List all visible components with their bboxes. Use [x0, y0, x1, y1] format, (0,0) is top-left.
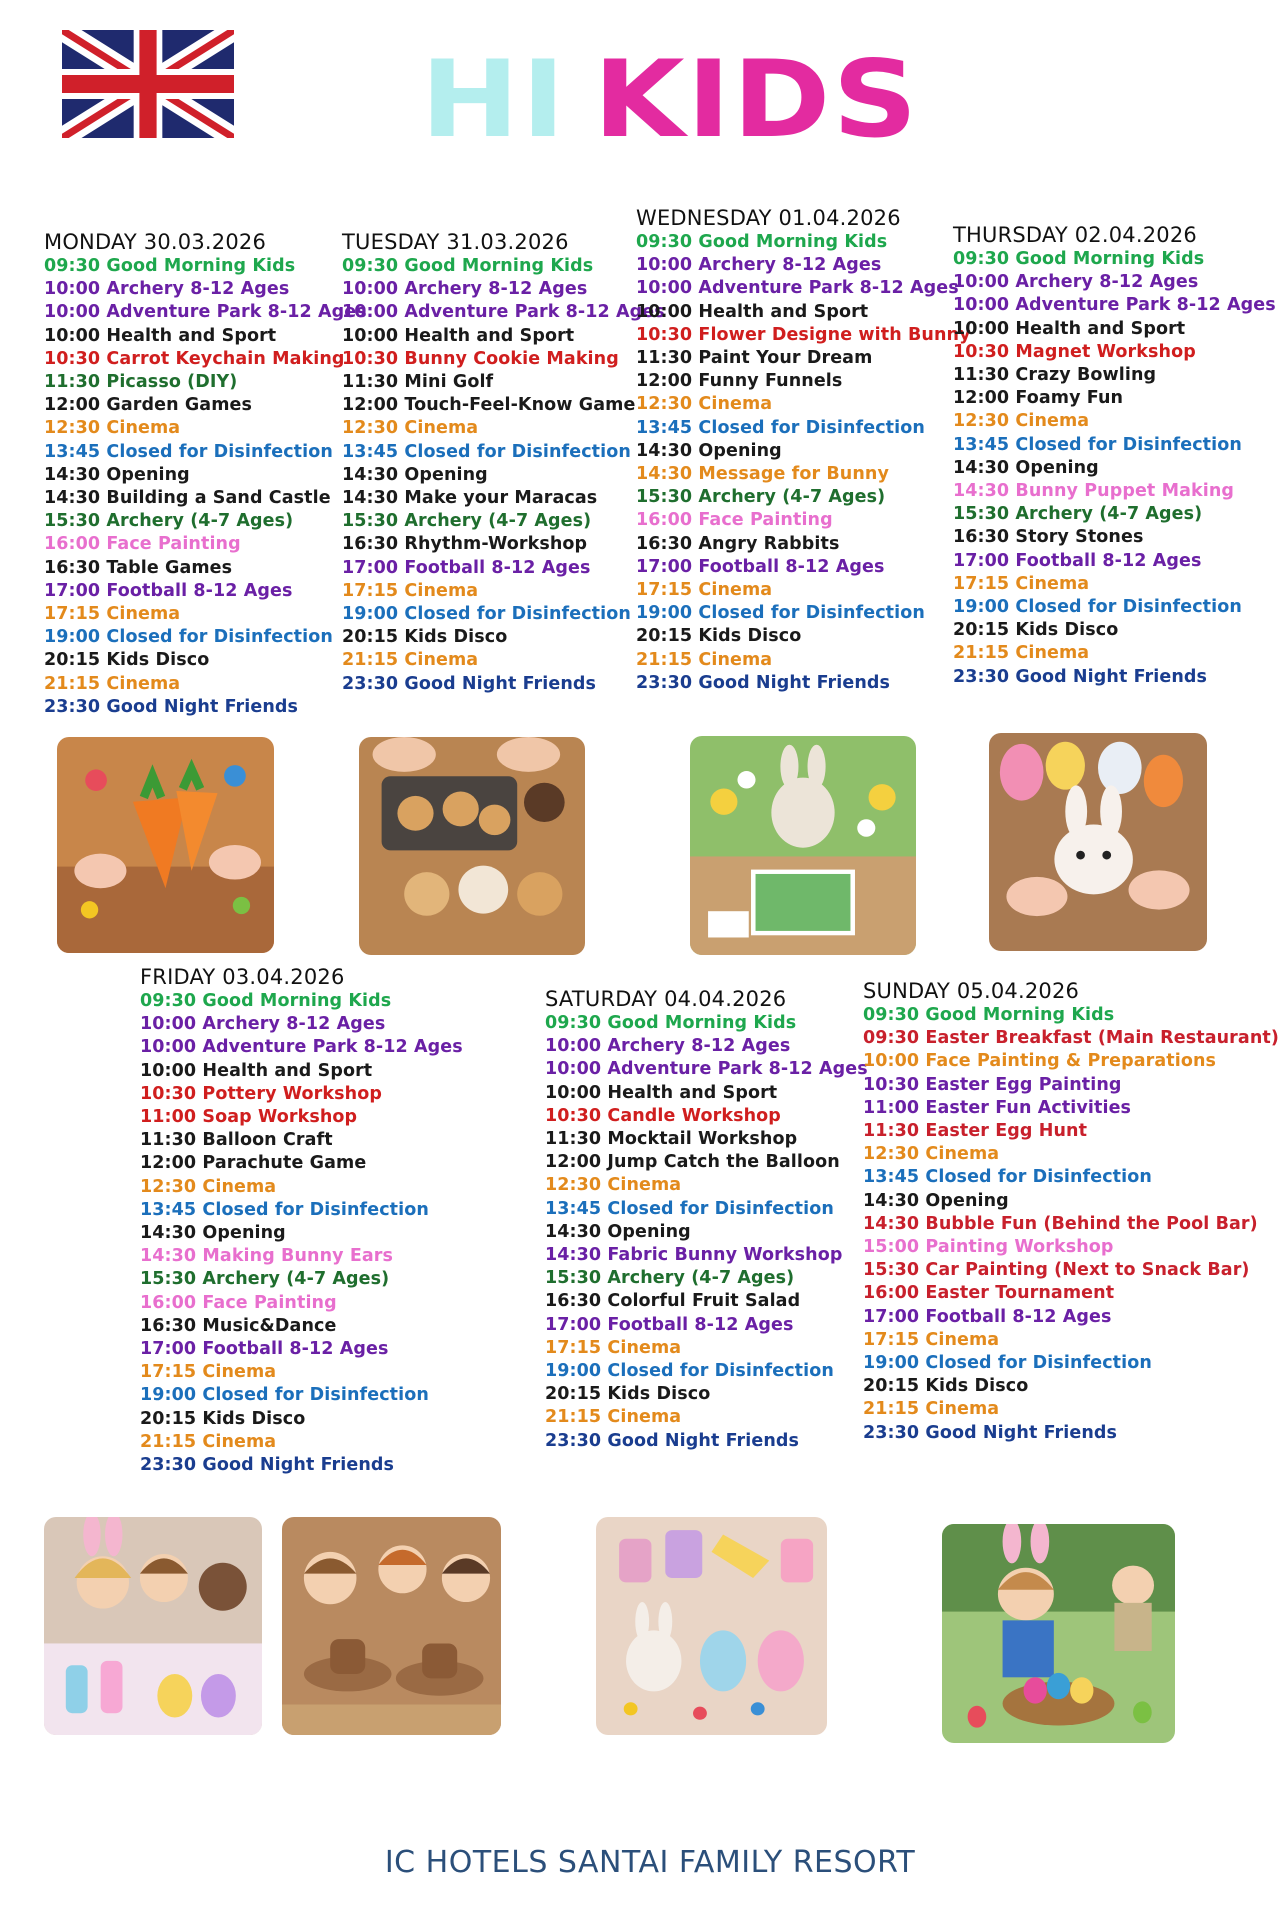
- schedule-event: 19:00 Closed for Disinfection: [636, 603, 925, 624]
- schedule-event: 21:15 Cinema: [863, 1399, 1000, 1420]
- schedule-event: 17:15 Cinema: [342, 580, 479, 601]
- schedule-event: 13:45 Closed for Disinfection: [953, 434, 1242, 455]
- schedule-event: 11:30 Mocktail Workshop: [545, 1129, 798, 1150]
- schedule-event: 14:30 Message for Bunny: [636, 464, 889, 485]
- schedule-event: 23:30 Good Night Friends: [140, 1455, 395, 1476]
- schedule-event: 16:30 Rhythm-Workshop: [342, 534, 588, 555]
- schedule-event: 14:30 Opening: [636, 440, 782, 461]
- schedule-event: 12:00 Foamy Fun: [953, 388, 1124, 409]
- schedule-event: 10:00 Adventure Park 8-12 Ages: [44, 302, 367, 323]
- schedule-event: 10:00 Health and Sport: [342, 325, 575, 346]
- schedule-event: 15:30 Car Painting (Next to Snack Bar): [863, 1260, 1250, 1281]
- schedule-event: 12:00 Funny Funnels: [636, 371, 843, 392]
- schedule-event: 12:00 Jump Catch the Balloon: [545, 1152, 840, 1173]
- schedule-event: 10:00 Health and Sport: [636, 301, 869, 322]
- event-list: [953, 248, 1276, 689]
- candle-workshop-photo: [596, 1517, 827, 1735]
- schedule-event: 17:15 Cinema: [545, 1337, 682, 1358]
- schedule-event: 12:30 Cinema: [44, 418, 181, 439]
- schedule-event: 23:30 Good Night Friends: [953, 666, 1208, 687]
- day-title: SATURDAY 04.04.2026: [545, 987, 787, 1011]
- schedule-event: 16:00 Easter Tournament: [863, 1283, 1115, 1304]
- schedule-event: 09:30 Good Morning Kids: [953, 249, 1205, 269]
- schedule-event: 15:30 Archery (4-7 Ages): [953, 504, 1203, 525]
- schedule-event: 09:30 Good Morning Kids: [44, 256, 296, 276]
- schedule-event: 10:30 Flower Designe with Bunny: [636, 324, 971, 345]
- schedule-event: 11:00 Easter Fun Activities: [863, 1097, 1132, 1118]
- event-list: [140, 990, 463, 1477]
- schedule-event: 11:30 Easter Egg Hunt: [863, 1121, 1088, 1142]
- schedule-event: 14:30 Opening: [953, 457, 1099, 478]
- schedule-event: 12:30 Cinema: [342, 418, 479, 439]
- schedule-event: 10:00 Face Painting & Preparations: [863, 1051, 1217, 1072]
- schedule-event: 10:00 Archery 8-12 Ages: [953, 272, 1199, 293]
- schedule-event: 10:30 Carrot Keychain Making: [44, 348, 345, 369]
- schedule-event: 23:30 Good Night Friends: [863, 1422, 1118, 1443]
- schedule-event: 11:00 Soap Workshop: [140, 1107, 358, 1128]
- schedule-event: 20:15 Kids Disco: [44, 650, 210, 671]
- page-title: [0, 36, 1280, 162]
- schedule-event: 10:30 Magnet Workshop: [953, 341, 1196, 362]
- schedule-event: 20:15 Kids Disco: [545, 1384, 711, 1405]
- schedule-event: 10:00 Adventure Park 8-12 Ages: [545, 1059, 868, 1080]
- schedule-event: 16:30 Story Stones: [953, 527, 1144, 548]
- schedule-event: 09:30 Good Morning Kids: [140, 991, 392, 1011]
- schedule-event: 09:30 Good Morning Kids: [863, 1005, 1115, 1025]
- schedule-event: 21:15 Cinema: [545, 1407, 682, 1428]
- schedule-event: 14:30 Opening: [44, 464, 190, 485]
- schedule-event: 10:00 Archery 8-12 Ages: [636, 255, 882, 276]
- schedule-event: 10:00 Archery 8-12 Ages: [140, 1014, 386, 1035]
- schedule-event: 20:15 Kids Disco: [636, 626, 802, 647]
- schedule-event: 14:30 Opening: [863, 1190, 1009, 1211]
- schedule-event: 14:30 Bunny Puppet Making: [953, 481, 1235, 502]
- schedule-event: 23:30 Good Night Friends: [342, 673, 597, 694]
- bunny-flower-painting-photo: [690, 736, 916, 955]
- schedule-event: 14:30 Fabric Bunny Workshop: [545, 1245, 843, 1266]
- schedule-event: 10:30 Candle Workshop: [545, 1105, 781, 1126]
- schedule-event: 17:00 Football 8-12 Ages: [44, 580, 293, 601]
- schedule-event: 14:30 Bubble Fun (Behind the Pool Bar): [863, 1213, 1258, 1234]
- schedule-event: 16:30 Angry Rabbits: [636, 533, 840, 554]
- schedule-event: 14:30 Make your Maracas: [342, 488, 598, 509]
- schedule-event: 23:30 Good Night Friends: [545, 1430, 800, 1451]
- schedule-event: 11:30 Crazy Bowling: [953, 365, 1157, 386]
- schedule-event: 13:45 Closed for Disinfection: [140, 1199, 429, 1220]
- event-list: [44, 255, 367, 719]
- schedule-event: 20:15 Kids Disco: [863, 1376, 1029, 1397]
- schedule-event: 10:00 Health and Sport: [140, 1060, 373, 1081]
- day-schedule-tuesday: [342, 230, 665, 696]
- schedule-event: 12:00 Parachute Game: [140, 1153, 367, 1174]
- schedule-event: 10:30 Pottery Workshop: [140, 1083, 382, 1104]
- schedule-event: 17:00 Football 8-12 Ages: [140, 1339, 389, 1360]
- schedule-event: 09:30 Good Morning Kids: [342, 256, 594, 276]
- schedule-event: 15:30 Archery (4-7 Ages): [545, 1268, 795, 1289]
- schedule-event: 12:30 Cinema: [953, 411, 1090, 432]
- schedule-event: 23:30 Good Night Friends: [44, 696, 299, 717]
- schedule-event: 20:15 Kids Disco: [342, 627, 508, 648]
- schedule-event: 14:30 Making Bunny Ears: [140, 1246, 394, 1267]
- schedule-event: 11:30 Mini Golf: [342, 372, 494, 393]
- schedule-event: 10:00 Adventure Park 8-12 Ages: [140, 1037, 463, 1058]
- schedule-event: 21:15 Cinema: [636, 649, 773, 670]
- schedule-event: 17:15 Cinema: [863, 1329, 1000, 1350]
- schedule-event: 14:30 Building a Sand Castle: [44, 488, 331, 509]
- schedule-event: 19:00 Closed for Disinfection: [545, 1361, 834, 1382]
- schedule-event: 10:00 Health and Sport: [545, 1082, 778, 1103]
- schedule-event: 11:30 Paint Your Dream: [636, 348, 873, 369]
- schedule-event: 17:00 Football 8-12 Ages: [636, 556, 885, 577]
- event-list: [863, 1004, 1279, 1445]
- schedule-event: 12:30 Cinema: [140, 1176, 277, 1197]
- schedule-event: 17:15 Cinema: [953, 573, 1090, 594]
- schedule-event: 21:15 Cinema: [953, 643, 1090, 664]
- easter-egg-hunt-photo: [942, 1524, 1175, 1743]
- schedule-event: 14:30 Opening: [140, 1223, 286, 1244]
- carrot-keychain-photo: [57, 737, 274, 953]
- schedule-event: 13:45 Closed for Disinfection: [545, 1198, 834, 1219]
- schedule-event: 13:45 Closed for Disinfection: [342, 441, 631, 462]
- schedule-event: 16:30 Colorful Fruit Salad: [545, 1291, 801, 1312]
- schedule-event: 10:30 Easter Egg Painting: [863, 1074, 1122, 1095]
- schedule-event: 12:30 Cinema: [636, 394, 773, 415]
- schedule-event: 15:30 Archery (4-7 Ages): [342, 511, 592, 532]
- schedule-event: 19:00 Closed for Disinfection: [44, 627, 333, 648]
- schedule-event: 19:00 Closed for Disinfection: [140, 1385, 429, 1406]
- title-hi: HI: [420, 36, 568, 162]
- schedule-event: 12:00 Garden Games: [44, 395, 253, 416]
- day-title: THURSDAY 02.04.2026: [953, 223, 1197, 247]
- schedule-event: 12:30 Cinema: [863, 1144, 1000, 1165]
- day-title: TUESDAY 31.03.2026: [342, 230, 569, 254]
- schedule-event: 12:30 Cinema: [545, 1175, 682, 1196]
- day-title: MONDAY 30.03.2026: [44, 230, 267, 254]
- schedule-event: 19:00 Closed for Disinfection: [342, 604, 631, 625]
- schedule-event: 15:30 Archery (4-7 Ages): [140, 1269, 390, 1290]
- schedule-event: 10:00 Health and Sport: [44, 325, 277, 346]
- day-title: SUNDAY 05.04.2026: [863, 979, 1080, 1003]
- schedule-event: 23:30 Good Night Friends: [636, 672, 891, 693]
- schedule-event: 10:00 Archery 8-12 Ages: [44, 279, 290, 300]
- schedule-event: 21:15 Cinema: [140, 1431, 277, 1452]
- schedule-event: 10:00 Adventure Park 8-12 Ages: [342, 302, 665, 323]
- schedule-event: 16:00 Face Painting: [44, 534, 241, 555]
- schedule-event: 13:45 Closed for Disinfection: [44, 441, 333, 462]
- schedule-event: 09:30 Easter Breakfast (Main Restaurant): [863, 1028, 1279, 1049]
- day-schedule-friday: [140, 965, 463, 1477]
- schedule-event: 09:30 Good Morning Kids: [636, 232, 888, 252]
- schedule-event: 16:30 Table Games: [44, 557, 233, 578]
- schedule-event: 11:30 Picasso (DIY): [44, 372, 238, 393]
- schedule-event: 16:00 Face Painting: [140, 1292, 337, 1313]
- schedule-event: 20:15 Kids Disco: [953, 620, 1119, 641]
- event-list: [545, 1012, 868, 1453]
- schedule-event: 09:30 Good Morning Kids: [545, 1013, 797, 1033]
- schedule-event: 15:30 Archery (4-7 Ages): [636, 487, 886, 508]
- schedule-event: 19:00 Closed for Disinfection: [953, 597, 1242, 618]
- schedule-event: 10:00 Health and Sport: [953, 318, 1186, 339]
- schedule-event: 17:00 Football 8-12 Ages: [545, 1314, 794, 1335]
- schedule-event: 16:30 Music&Dance: [140, 1315, 337, 1336]
- schedule-event: 10:00 Adventure Park 8-12 Ages: [636, 278, 959, 299]
- schedule-event: 19:00 Closed for Disinfection: [863, 1353, 1152, 1374]
- schedule-event: 14:30 Opening: [342, 464, 488, 485]
- footer-resort-name: IC HOTELS SANTAI FAMILY RESORT: [384, 1845, 916, 1880]
- schedule-event: 10:00 Adventure Park 8-12 Ages: [953, 295, 1276, 316]
- bunny-ears-kids-photo: [44, 1517, 262, 1735]
- event-list: [342, 255, 665, 696]
- schedule-event: 17:00 Football 8-12 Ages: [863, 1306, 1112, 1327]
- schedule-event: 13:45 Closed for Disinfection: [636, 417, 925, 438]
- day-schedule-monday: [44, 230, 367, 719]
- title-kids: KIDS: [593, 36, 920, 162]
- day-schedule-thursday: [953, 223, 1276, 689]
- schedule-event: 14:30 Opening: [545, 1221, 691, 1242]
- schedule-event: 20:15 Kids Disco: [140, 1408, 306, 1429]
- schedule-event: 10:00 Archery 8-12 Ages: [342, 279, 588, 300]
- schedule-event: 17:15 Cinema: [44, 604, 181, 625]
- schedule-event: 17:00 Football 8-12 Ages: [342, 557, 591, 578]
- pottery-kids-photo: [282, 1517, 501, 1735]
- schedule-event: 17:15 Cinema: [636, 580, 773, 601]
- schedule-event: 17:15 Cinema: [140, 1362, 277, 1383]
- schedule-event: 10:00 Archery 8-12 Ages: [545, 1036, 791, 1057]
- bunny-puppet-photo: [989, 733, 1207, 951]
- day-title: FRIDAY 03.04.2026: [140, 965, 345, 989]
- schedule-event: 21:15 Cinema: [44, 673, 181, 694]
- schedule-event: 15:30 Archery (4-7 Ages): [44, 511, 294, 532]
- schedule-event: 12:00 Touch-Feel-Know Game: [342, 395, 636, 416]
- schedule-event: 11:30 Balloon Craft: [140, 1130, 333, 1151]
- day-title: WEDNESDAY 01.04.2026: [636, 206, 901, 230]
- schedule-event: 15:00 Painting Workshop: [863, 1237, 1114, 1258]
- day-schedule-saturday: [545, 987, 868, 1453]
- bunny-cookies-photo: [359, 737, 585, 955]
- schedule-event: 13:45 Closed for Disinfection: [863, 1167, 1152, 1188]
- event-list: [636, 231, 971, 695]
- schedule-event: 16:00 Face Painting: [636, 510, 833, 531]
- day-schedule-sunday: [863, 979, 1279, 1445]
- schedule-event: 21:15 Cinema: [342, 650, 479, 671]
- schedule-event: 10:30 Bunny Cookie Making: [342, 348, 619, 369]
- day-schedule-wednesday: [636, 206, 971, 695]
- schedule-event: 17:00 Football 8-12 Ages: [953, 550, 1202, 571]
